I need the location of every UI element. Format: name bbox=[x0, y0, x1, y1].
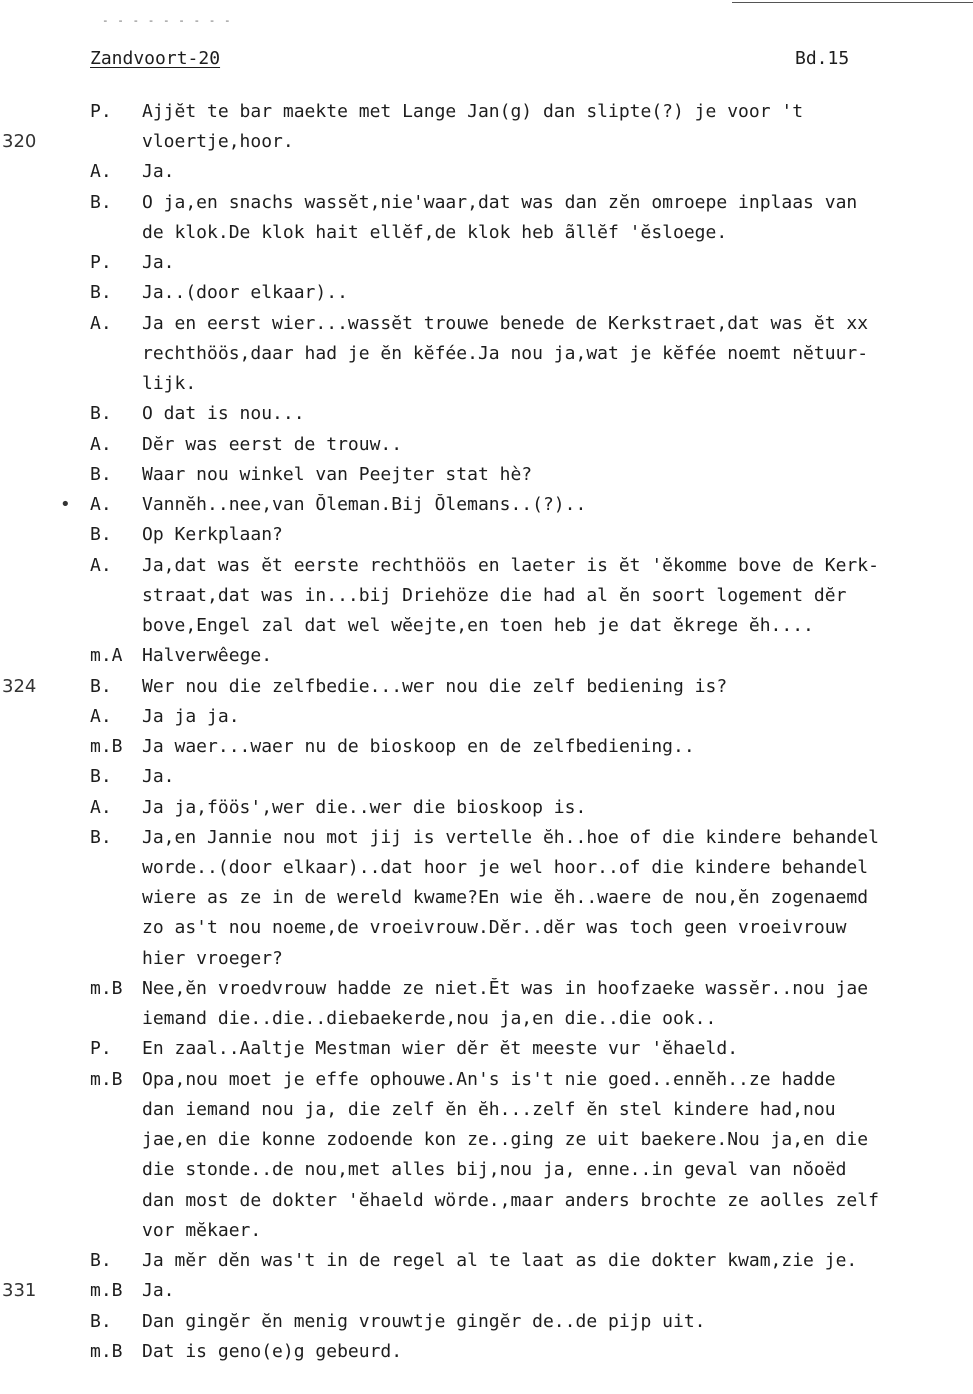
utterance-text: O dat is nou... bbox=[142, 403, 305, 424]
speaker-label: m.A bbox=[90, 645, 123, 666]
speaker-label: B. bbox=[90, 676, 112, 697]
utterance-text: Ajjĕt te bar maekte met Lange Jan(g) dan slipte(?) je voor 't bbox=[142, 101, 804, 122]
margin-marker: 320 bbox=[2, 131, 37, 152]
utterance-text: Ja ja ja. bbox=[142, 706, 240, 727]
utterance-text: Ja ja,föös',wer die..wer die bioskoop is. bbox=[142, 797, 587, 818]
utterance-text: worde..(door elkaar)..dat hoor je wel hoor..of die kindere behandel bbox=[142, 857, 869, 878]
speaker-label: m.B bbox=[90, 1280, 123, 1301]
speaker-label: B. bbox=[90, 403, 112, 424]
document-title: Zandvoort-20 bbox=[90, 48, 221, 69]
utterance-text: bove,Engel zal dat wel wĕejte,en toen heb je dat ĕkrege ĕh.... bbox=[142, 615, 814, 636]
utterance-text: Ja waer...waer nu de bioskoop en de zelfbediening.. bbox=[142, 736, 695, 757]
utterance-text: Vannĕh..nee,van Ŏleman.Bij Ŏlemans..(?).. bbox=[142, 494, 587, 515]
speaker-label: B. bbox=[90, 1311, 112, 1332]
speaker-label: m.B bbox=[90, 736, 123, 757]
margin-marker: • bbox=[60, 494, 71, 515]
utterance-text: Ja en eerst wier...wassĕt trouwe benede de Kerkstraet,dat was ĕt xx bbox=[142, 313, 869, 334]
speaker-label: B. bbox=[90, 524, 112, 545]
speaker-label: m.B bbox=[90, 1341, 123, 1362]
utterance-text: En zaal..Aaltje Mestman wier dĕr ĕt meeste vur 'ĕhaeld. bbox=[142, 1038, 739, 1059]
utterance-text: Dan gingĕr ĕn menig vrouwtje gingĕr de..de pijp uit. bbox=[142, 1311, 706, 1332]
top-dash-marks: - - - - - - - - - bbox=[102, 14, 232, 27]
utterance-text: Ja,dat was ĕt eerste rechthöös en laeter is ĕt 'ĕkomme bove de Kerk- bbox=[142, 555, 879, 576]
utterance-text: Halverwêege. bbox=[142, 645, 273, 666]
utterance-text: Ja. bbox=[142, 252, 175, 273]
speaker-label: A. bbox=[90, 494, 112, 515]
margin-marker: 331 bbox=[2, 1280, 37, 1301]
utterance-text: Nee,ĕn vroedvrouw hadde ze niet.Ĕt was in hoofzaeke wassĕr..nou jae bbox=[142, 978, 869, 999]
speaker-label: B. bbox=[90, 464, 112, 485]
utterance-text: Ja..(door elkaar).. bbox=[142, 282, 348, 303]
speaker-label: B. bbox=[90, 827, 112, 848]
utterance-text: vor mĕkaer. bbox=[142, 1220, 262, 1241]
utterance-text: Ja mĕr dĕn was't in de regel al te laat as die dokter kwam,zie je. bbox=[142, 1250, 858, 1271]
utterance-text: Dat is geno(e)g gebeurd. bbox=[142, 1341, 403, 1362]
utterance-text: iemand die..die..diebaekerde,nou ja,en die..die ook.. bbox=[142, 1008, 717, 1029]
utterance-text: rechthöös,daar had je ĕn kĕfée.Ja nou ja,wat je kĕfée noemt nĕtuur- bbox=[142, 343, 869, 364]
speaker-label: P. bbox=[90, 252, 112, 273]
speaker-label: m.B bbox=[90, 978, 123, 999]
margin-marker: 324 bbox=[2, 676, 37, 697]
speaker-label: A. bbox=[90, 555, 112, 576]
utterance-text: hier vroeger? bbox=[142, 948, 283, 969]
speaker-label: B. bbox=[90, 1250, 112, 1271]
utterance-text: vloertje,hoor. bbox=[142, 131, 294, 152]
speaker-label: m.B bbox=[90, 1069, 123, 1090]
speaker-label: A. bbox=[90, 161, 112, 182]
utterance-text: straat,dat was in...bij Driehöze die had al ĕn soort logement dĕr bbox=[142, 585, 847, 606]
utterance-text: Ja,en Jannie nou mot jij is vertelle ĕh..hoe of die kindere behandel bbox=[142, 827, 879, 848]
utterance-text: Ja. bbox=[142, 766, 175, 787]
utterance-text: dan iemand nou ja, die zelf ĕn ĕh...zelf ĕn stel kindere had,nou bbox=[142, 1099, 836, 1120]
utterance-text: lijk. bbox=[142, 373, 197, 394]
utterance-text: Dĕr was eerst de trouw.. bbox=[142, 434, 403, 455]
utterance-text: Ja. bbox=[142, 1280, 175, 1301]
utterance-text: Opa,nou moet je effe ophouwe.An's is't nie goed..ennĕh..ze hadde bbox=[142, 1069, 836, 1090]
utterance-text: wiere as ze in de wereld kwame?En wie ĕh..waere de nou,ĕn zogenaemd bbox=[142, 887, 869, 908]
speaker-label: B. bbox=[90, 192, 112, 213]
utterance-text: Waar nou winkel van Peejter stat hè? bbox=[142, 464, 533, 485]
speaker-label: P. bbox=[90, 1038, 112, 1059]
utterance-text: dan most de dokter 'ĕhaeld wörde.,maar anders brochte ze aolles zelf bbox=[142, 1190, 879, 1211]
utterance-text: Op Kerkplaan? bbox=[142, 524, 283, 545]
utterance-text: O ja,en snachs wassĕt,nie'waar,dat was dan zĕn omroepe inplaas van bbox=[142, 192, 858, 213]
speaker-label: B. bbox=[90, 766, 112, 787]
utterance-text: de klok.De klok hait ellĕf,de klok heb ãllĕf 'ĕsloege. bbox=[142, 222, 728, 243]
speaker-label: P. bbox=[90, 101, 112, 122]
utterance-text: die stonde..de nou,met alles bij,nou ja, enne..in geval van nŏoëd bbox=[142, 1159, 847, 1180]
page-number: Bd.15 bbox=[795, 48, 850, 69]
speaker-label: A. bbox=[90, 313, 112, 334]
utterance-text: Wer nou die zelfbedie...wer nou die zelf bediening is? bbox=[142, 676, 728, 697]
utterance-text: Ja. bbox=[142, 161, 175, 182]
speaker-label: A. bbox=[90, 706, 112, 727]
speaker-label: A. bbox=[90, 434, 112, 455]
utterance-text: jae,en die konne zodoende kon ze..ging ze uit baekere.Nou ja,en die bbox=[142, 1129, 869, 1150]
speaker-label: A. bbox=[90, 797, 112, 818]
speaker-label: B. bbox=[90, 282, 112, 303]
utterance-text: zo as't nou noeme,de vroeivrouw.Dĕr..dĕr was toch geen vroeivrouw bbox=[142, 917, 847, 938]
top-edge-rule bbox=[732, 2, 973, 3]
